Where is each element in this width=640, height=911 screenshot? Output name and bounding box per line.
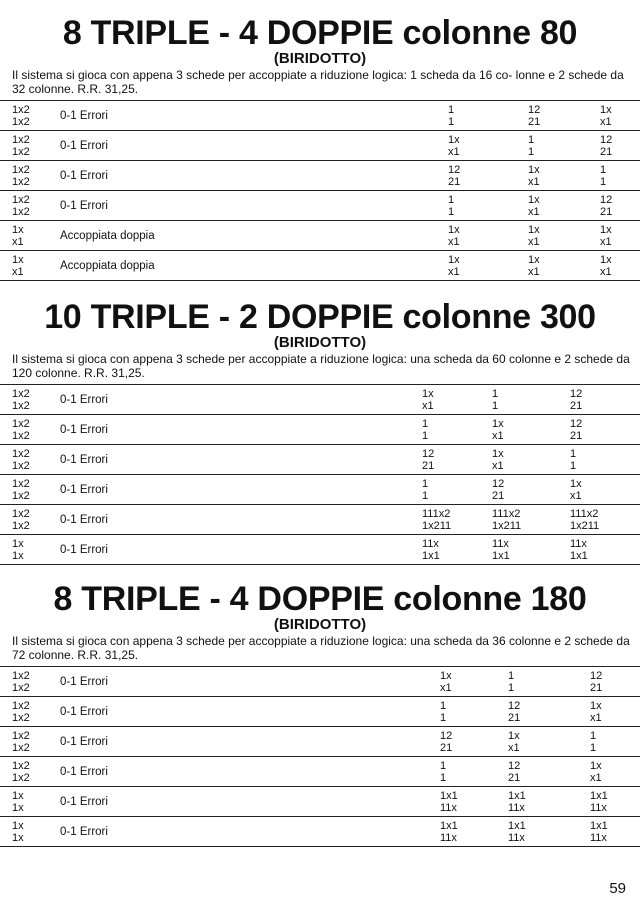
result-line: 21 <box>440 742 453 754</box>
result-cell <box>570 448 576 472</box>
result-line: 1x <box>528 224 540 236</box>
result-line: 1x1 <box>508 790 526 802</box>
result-line: 21 <box>492 490 505 502</box>
table-row <box>0 445 640 475</box>
result-line: 12 <box>448 164 461 176</box>
result-line: x1 <box>528 206 540 218</box>
result-line: 1 <box>590 742 597 754</box>
table-row <box>0 667 640 697</box>
result-cell <box>492 388 498 412</box>
row-key-line: 1x <box>12 254 24 266</box>
result-line: 1x211 <box>422 520 452 532</box>
section-title: 8 TRIPLE - 4 DOPPIE colonne 80 <box>62 14 578 52</box>
result-line: 1 <box>448 206 455 218</box>
row-key-line: 1x2 <box>12 400 30 412</box>
row-key <box>12 700 30 724</box>
row-key-line: 1x <box>12 802 24 814</box>
row-key-line: 1x2 <box>12 146 30 158</box>
result-line: x1 <box>528 176 540 188</box>
row-key <box>12 538 24 562</box>
result-line: x1 <box>492 460 504 472</box>
row-label: 0-1 Errori <box>60 140 108 152</box>
result-cell <box>422 508 451 532</box>
result-cell <box>590 730 596 754</box>
table-row <box>0 161 640 191</box>
row-label: 0-1 Errori <box>60 796 108 808</box>
result-line: 1 <box>448 104 455 116</box>
table-row <box>0 191 640 221</box>
table-row <box>0 415 640 445</box>
result-cell <box>570 538 588 562</box>
result-line: 111x2 <box>422 508 451 520</box>
row-label: 0-1 Errori <box>60 110 108 122</box>
row-key-line: 1x2 <box>12 682 30 694</box>
result-line: 11x <box>492 538 509 550</box>
result-line: 1 <box>440 760 447 772</box>
result-cell <box>590 790 608 814</box>
result-line: 1x1 <box>508 820 526 832</box>
row-key-line: 1x2 <box>12 508 30 520</box>
table-row <box>0 475 640 505</box>
result-cell <box>508 790 526 814</box>
result-line: 1x1 <box>440 820 458 832</box>
result-line: 1 <box>440 700 447 712</box>
row-key <box>12 104 30 128</box>
result-line: 1 <box>600 164 607 176</box>
result-cell <box>448 254 460 278</box>
row-label: 0-1 Errori <box>60 544 108 556</box>
result-line: 11x <box>570 538 587 550</box>
result-line: 11x <box>590 832 607 844</box>
table-row <box>0 817 640 847</box>
result-cell <box>570 388 582 412</box>
result-line: 1 <box>448 116 455 128</box>
row-key <box>12 730 30 754</box>
system-table <box>0 666 640 847</box>
section-subtitle: (BIRIDOTTO) <box>273 616 367 633</box>
result-line: 21 <box>508 712 521 724</box>
table-row <box>0 101 640 131</box>
row-key-line: 1x2 <box>12 430 30 442</box>
result-line: x1 <box>528 236 540 248</box>
row-key-line: 1x2 <box>12 460 30 472</box>
result-line: 1x1 <box>570 550 588 562</box>
table-row <box>0 385 640 415</box>
result-line: 1x <box>528 164 540 176</box>
result-line: 12 <box>508 760 521 772</box>
section-description: Il sistema si gioca con appena 3 schede per accoppiate a riduzione logica: una scheda da 60 colonne e 2 schede da 120 colonne. R.R. 31,25. <box>12 352 630 380</box>
system-table <box>0 384 640 565</box>
result-line: x1 <box>422 400 434 412</box>
result-line: 12 <box>508 700 521 712</box>
result-line: 1x <box>422 388 434 400</box>
result-line: 11x <box>508 832 525 844</box>
row-key-line: 1x2 <box>12 700 30 712</box>
result-line: 12 <box>600 134 613 146</box>
result-cell <box>600 134 612 158</box>
result-cell <box>528 194 540 218</box>
row-label: 0-1 Errori <box>60 484 108 496</box>
result-line: 1x <box>448 224 460 236</box>
result-line: 21 <box>422 460 435 472</box>
result-cell <box>492 508 521 532</box>
result-line: x1 <box>448 236 460 248</box>
result-line: 21 <box>590 682 603 694</box>
result-line: 1 <box>448 194 455 206</box>
section-description: Il sistema si gioca con appena 3 schede per accoppiate a riduzione logica: 1 scheda da 16 co- lonne e 2 schede da 32 colonne. R.R. 31,25. <box>12 68 624 96</box>
result-cell <box>590 820 608 844</box>
result-line: 1 <box>422 418 429 430</box>
result-line: 11x <box>440 832 457 844</box>
result-line: 1 <box>570 448 577 460</box>
result-line: 1x211 <box>570 520 600 532</box>
result-line: 12 <box>492 478 505 490</box>
result-line: x1 <box>600 266 612 278</box>
row-key <box>12 820 24 844</box>
row-key-line: 1x2 <box>12 742 30 754</box>
result-line: 1x <box>448 254 460 266</box>
row-key-line: 1x2 <box>12 760 30 772</box>
row-key <box>12 254 24 278</box>
result-line: 111x2 <box>492 508 521 520</box>
result-line: 21 <box>570 400 583 412</box>
result-cell <box>570 478 582 502</box>
result-line: 111x2 <box>570 508 599 520</box>
row-key-line: 1x2 <box>12 448 30 460</box>
result-line: 1x <box>492 418 504 430</box>
result-cell <box>492 418 504 442</box>
table-row <box>0 787 640 817</box>
row-key-line: 1x2 <box>12 388 30 400</box>
result-line: 1 <box>422 430 429 442</box>
result-cell <box>528 254 540 278</box>
table-row <box>0 221 640 251</box>
row-label: 0-1 Errori <box>60 676 108 688</box>
result-line: 1x1 <box>440 790 458 802</box>
row-key <box>12 418 30 442</box>
row-key-line: 1x2 <box>12 164 30 176</box>
row-key-line: 1x2 <box>12 730 30 742</box>
result-line: x1 <box>590 712 602 724</box>
page-number: 59 <box>609 880 626 897</box>
row-label: 0-1 Errori <box>60 454 108 466</box>
result-line: 1x <box>448 134 460 146</box>
result-cell <box>440 820 458 844</box>
row-key <box>12 134 30 158</box>
result-line: x1 <box>448 266 460 278</box>
result-cell <box>448 104 454 128</box>
result-cell <box>508 700 520 724</box>
section-subtitle: (BIRIDOTTO) <box>273 334 367 351</box>
result-line: 12 <box>570 388 583 400</box>
row-key <box>12 670 30 694</box>
result-line: x1 <box>508 742 520 754</box>
result-line: 1x <box>600 254 612 266</box>
row-label: 0-1 Errori <box>60 170 108 182</box>
row-label: Accoppiata doppia <box>60 260 155 272</box>
result-line: 21 <box>570 430 583 442</box>
result-line: 1x <box>528 194 540 206</box>
row-key-line: 1x2 <box>12 134 30 146</box>
result-cell <box>528 134 534 158</box>
result-cell <box>422 388 434 412</box>
row-label: 0-1 Errori <box>60 736 108 748</box>
row-key-line: x1 <box>12 266 24 278</box>
result-line: 12 <box>422 448 435 460</box>
system-table <box>0 100 640 281</box>
result-line: x1 <box>590 772 602 784</box>
system-section-2 <box>0 298 640 565</box>
result-cell <box>600 104 612 128</box>
row-key-line: 1x2 <box>12 194 30 206</box>
row-label: 0-1 Errori <box>60 766 108 778</box>
result-line: 1 <box>422 478 429 490</box>
row-key-line: 1x <box>12 820 24 832</box>
result-line: 1x1 <box>590 820 608 832</box>
result-line: 11x <box>422 538 439 550</box>
result-cell <box>508 760 520 784</box>
result-line: x1 <box>448 146 460 158</box>
result-line: 1x1 <box>492 550 510 562</box>
result-cell <box>590 700 602 724</box>
result-line: 1 <box>440 772 447 784</box>
result-line: 21 <box>448 176 461 188</box>
result-cell <box>528 104 540 128</box>
section-description: Il sistema si gioca con appena 3 schede per accoppiate a riduzione logica: una scheda da 36 colonne e 2 schede da 72 colonne. R.R. 31,25. <box>12 634 630 662</box>
result-cell <box>590 760 602 784</box>
result-line: x1 <box>440 682 452 694</box>
table-row <box>0 697 640 727</box>
result-line: x1 <box>600 236 612 248</box>
table-row <box>0 505 640 535</box>
result-cell <box>600 194 612 218</box>
row-key <box>12 194 30 218</box>
result-line: 1x <box>528 254 540 266</box>
result-line: 21 <box>600 206 613 218</box>
result-line: 12 <box>528 104 541 116</box>
result-cell <box>600 254 612 278</box>
result-cell <box>528 164 540 188</box>
result-cell <box>422 538 440 562</box>
row-key <box>12 448 30 472</box>
result-cell <box>528 224 540 248</box>
result-line: 12 <box>570 418 583 430</box>
result-cell <box>570 418 582 442</box>
table-row <box>0 251 640 281</box>
system-section-3 <box>0 580 640 847</box>
result-line: 1 <box>508 670 515 682</box>
result-line: 11x <box>440 802 457 814</box>
row-key-line: 1x2 <box>12 418 30 430</box>
result-line: 12 <box>590 670 603 682</box>
result-cell <box>570 508 599 532</box>
result-line: 1 <box>590 730 597 742</box>
result-cell <box>508 670 514 694</box>
result-cell <box>600 224 612 248</box>
row-label: 0-1 Errori <box>60 394 108 406</box>
row-label: Accoppiata doppia <box>60 230 155 242</box>
table-row <box>0 131 640 161</box>
result-cell <box>440 700 446 724</box>
row-label: 0-1 Errori <box>60 706 108 718</box>
result-line: 1x211 <box>492 520 522 532</box>
result-line: 21 <box>528 116 541 128</box>
system-section-1 <box>0 14 640 281</box>
result-cell <box>422 418 428 442</box>
result-line: x1 <box>492 430 504 442</box>
result-line: 1x <box>600 104 612 116</box>
result-cell <box>492 448 504 472</box>
row-label: 0-1 Errori <box>60 826 108 838</box>
row-key <box>12 478 30 502</box>
result-line: 1x <box>508 730 520 742</box>
row-key-line: 1x <box>12 550 24 562</box>
result-cell <box>508 820 526 844</box>
row-key-line: 1x2 <box>12 206 30 218</box>
result-line: 1x1 <box>590 790 608 802</box>
result-line: x1 <box>528 266 540 278</box>
row-key-line: 1x2 <box>12 104 30 116</box>
section-subtitle: (BIRIDOTTO) <box>273 50 367 67</box>
result-line: x1 <box>570 490 582 502</box>
result-line: 11x <box>590 802 607 814</box>
row-key-line: 1x2 <box>12 116 30 128</box>
row-label: 0-1 Errori <box>60 200 108 212</box>
result-cell <box>492 478 504 502</box>
result-line: 1 <box>600 176 607 188</box>
row-key <box>12 508 30 532</box>
result-cell <box>448 224 460 248</box>
result-line: 1x <box>600 224 612 236</box>
result-cell <box>440 730 452 754</box>
table-row <box>0 757 640 787</box>
result-line: 1x1 <box>422 550 440 562</box>
result-line: 1x <box>590 700 602 712</box>
result-line: 1x <box>440 670 452 682</box>
result-cell <box>508 730 520 754</box>
result-line: 1 <box>422 490 429 502</box>
row-key-line: 1x2 <box>12 712 30 724</box>
row-key-line: 1x2 <box>12 478 30 490</box>
row-key-line: 1x <box>12 832 24 844</box>
result-line: 1 <box>528 134 535 146</box>
row-label: 0-1 Errori <box>60 424 108 436</box>
result-cell <box>448 164 460 188</box>
row-key-line: 1x <box>12 224 24 236</box>
section-title: 8 TRIPLE - 4 DOPPIE colonne 180 <box>53 580 587 618</box>
result-cell <box>440 760 446 784</box>
result-line: 1x <box>570 478 582 490</box>
row-key <box>12 164 30 188</box>
result-line: 1x <box>590 760 602 772</box>
result-line: 11x <box>508 802 525 814</box>
result-cell <box>600 164 606 188</box>
row-label: 0-1 Errori <box>60 514 108 526</box>
row-key-line: x1 <box>12 236 24 248</box>
result-line: 12 <box>600 194 613 206</box>
table-row <box>0 727 640 757</box>
result-cell <box>440 790 458 814</box>
result-cell <box>422 478 428 502</box>
result-line: 21 <box>508 772 521 784</box>
result-line: 1 <box>508 682 515 694</box>
result-line: 1x <box>492 448 504 460</box>
row-key-line: 1x2 <box>12 772 30 784</box>
row-key-line: 1x2 <box>12 176 30 188</box>
row-key-line: 1x <box>12 790 24 802</box>
result-cell <box>440 670 452 694</box>
result-cell <box>422 448 434 472</box>
row-key <box>12 790 24 814</box>
row-key <box>12 388 30 412</box>
row-key-line: 1x2 <box>12 490 30 502</box>
result-line: 1 <box>528 146 535 158</box>
row-key-line: 1x2 <box>12 520 30 532</box>
row-key <box>12 224 24 248</box>
result-line: 1 <box>492 388 499 400</box>
result-cell <box>448 134 460 158</box>
result-line: 1 <box>440 712 447 724</box>
result-cell <box>448 194 454 218</box>
section-title: 10 TRIPLE - 2 DOPPIE colonne 300 <box>44 298 596 336</box>
row-key-line: 1x <box>12 538 24 550</box>
table-row <box>0 535 640 565</box>
result-cell <box>492 538 510 562</box>
row-key-line: 1x2 <box>12 670 30 682</box>
result-line: 1 <box>570 460 577 472</box>
result-line: 21 <box>600 146 613 158</box>
result-line: 1 <box>492 400 499 412</box>
row-key <box>12 760 30 784</box>
result-line: 12 <box>440 730 453 742</box>
result-cell <box>590 670 602 694</box>
result-line: x1 <box>600 116 612 128</box>
